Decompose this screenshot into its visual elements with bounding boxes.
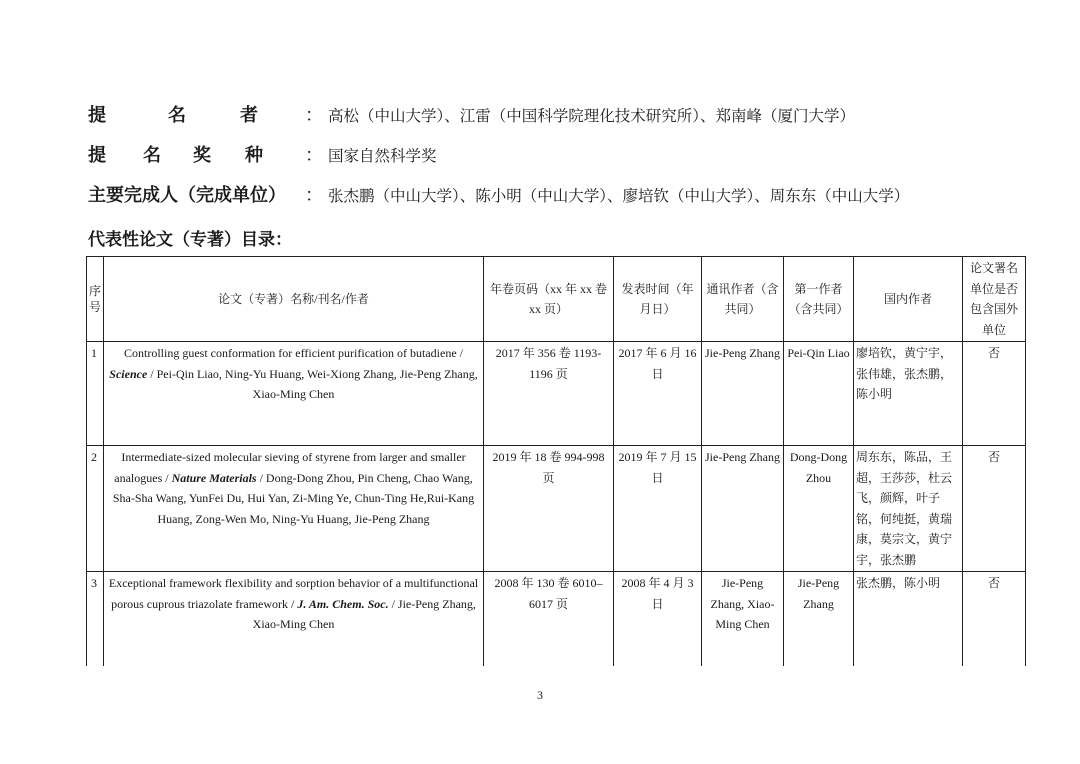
label-char: 提 bbox=[88, 145, 106, 166]
label-char: 种 bbox=[245, 145, 263, 166]
award-type-colon: ： bbox=[305, 145, 323, 166]
header-first-author: 第一作者（含共同） bbox=[784, 257, 854, 342]
foreign-unit: 否 bbox=[963, 342, 1026, 446]
publish-date: 2019 年 7 月 15 日 bbox=[614, 446, 702, 572]
publish-date: 2008 年 4 月 3 日 bbox=[614, 572, 702, 666]
label-char: 名 bbox=[143, 145, 161, 166]
journal-name: J. Am. Chem. Soc. bbox=[297, 596, 389, 611]
papers-table bbox=[86, 256, 1026, 666]
main-contributors-row bbox=[88, 185, 909, 207]
main-contributors-value: 张杰鹏（中山大学）、陈小明（中山大学）、廖培钦（中山大学）、周东东（中山大学） bbox=[328, 187, 910, 205]
main-contributors-colon: ： bbox=[305, 185, 323, 206]
volume-pages: 2019 年 18 卷 994-998 页 bbox=[484, 446, 614, 572]
header-foreign-unit: 论文署名单位是否包含国外单位 bbox=[963, 257, 1026, 342]
journal-name: Science bbox=[109, 366, 148, 381]
row-index: 3 bbox=[87, 572, 104, 666]
header-title: 论文（专著）名称/刊名/作者 bbox=[104, 257, 484, 342]
header-index: 序号 bbox=[87, 257, 104, 342]
author-list: / Pei-Qin Liao, Ning-Yu Huang, Wei-Xiong Zhang, Jie-Peng Zhang, Xiao-Ming Chen bbox=[147, 366, 478, 401]
first-author: Pei-Qin Liao bbox=[784, 342, 854, 446]
domestic-authors: 廖培钦，黄宁宇，张伟雄，张杰鹏，陈小明 bbox=[854, 342, 963, 446]
header-date: 发表时间（年月日） bbox=[614, 257, 702, 342]
corresponding-author: Jie-Peng Zhang bbox=[702, 342, 784, 446]
first-author: Jie-Peng Zhang bbox=[784, 572, 854, 666]
label-char: 提 bbox=[88, 105, 106, 126]
title-text: Exceptional framework flexibility and sorption behavior of a multifunctional porous cuprous triazolate framework / bbox=[108, 576, 479, 611]
table-row bbox=[87, 446, 1026, 572]
publish-date: 2017 年 6 月 16 日 bbox=[614, 342, 702, 446]
row-index: 2 bbox=[87, 446, 104, 572]
label-char: 奖 bbox=[193, 145, 211, 166]
paper-title bbox=[104, 446, 484, 572]
row-index: 1 bbox=[87, 342, 104, 446]
representative-papers-title: 代表性论文（专著）目录： bbox=[88, 230, 292, 250]
title-text: Intermediate-sized molecular sieving of styrene from larger and smaller analogues / bbox=[114, 450, 466, 485]
label-char: 者 bbox=[240, 105, 258, 126]
nominator-colon: ： bbox=[305, 105, 323, 126]
label-char: 名 bbox=[168, 105, 186, 126]
page-number: 3 bbox=[537, 688, 543, 702]
award-type-row bbox=[88, 145, 437, 167]
author-list: / Dong-Dong Zhou, Pin Cheng, Chao Wang, Sha-Sha Wang, YunFei Du, Hui Yan, Zi-Ming Ye, Chun-Ting He,Rui-Kang Huang, Zong-Wen Mo, Ning-Yu Huang, Jie-Peng Zhang bbox=[112, 470, 475, 526]
domestic-authors: 张杰鹏，陈小明 bbox=[854, 572, 963, 666]
nominator-row bbox=[88, 105, 855, 127]
first-author: Dong-Dong Zhou bbox=[784, 446, 854, 572]
award-type-label bbox=[88, 145, 300, 167]
journal-name: Nature Materials bbox=[171, 470, 257, 485]
volume-pages: 2017 年 356 卷 1193-1196 页 bbox=[484, 342, 614, 446]
author-list: / Jie-Peng Zhang, Xiao-Ming Chen bbox=[252, 596, 476, 631]
paper-title bbox=[104, 572, 484, 666]
volume-pages: 2008 年 130 卷 6010–6017 页 bbox=[484, 572, 614, 666]
header-corresponding-author: 通讯作者（含共同） bbox=[702, 257, 784, 342]
header-volume: 年卷页码（xx 年 xx 卷 xx 页） bbox=[484, 257, 614, 342]
header-domestic-authors: 国内作者 bbox=[854, 257, 963, 342]
foreign-unit: 否 bbox=[963, 572, 1026, 666]
table-row bbox=[87, 572, 1026, 666]
domestic-authors: 周东东，陈品，王超，王莎莎，杜云飞，颜辉，叶子铭，何纯挺，黄瑞康，莫宗文，黄宁宇，张杰鹏 bbox=[854, 446, 963, 572]
table-header-row bbox=[87, 257, 1026, 342]
nominator-value: 高松（中山大学）、江雷（中国科学院理化技术研究所）、郑南峰（厦门大学） bbox=[328, 107, 856, 125]
main-contributors-label: 主要完成人（完成单位） bbox=[88, 185, 286, 206]
corresponding-author: Jie-Peng Zhang, Xiao-Ming Chen bbox=[702, 572, 784, 666]
paper-title bbox=[104, 342, 484, 446]
title-text: Controlling guest conformation for efficient purification of butadiene / bbox=[123, 346, 464, 360]
table-row bbox=[87, 342, 1026, 446]
corresponding-author: Jie-Peng Zhang bbox=[702, 446, 784, 572]
award-type-value: 国家自然科学奖 bbox=[328, 147, 437, 165]
nominator-label bbox=[88, 105, 300, 127]
foreign-unit: 否 bbox=[963, 446, 1026, 572]
